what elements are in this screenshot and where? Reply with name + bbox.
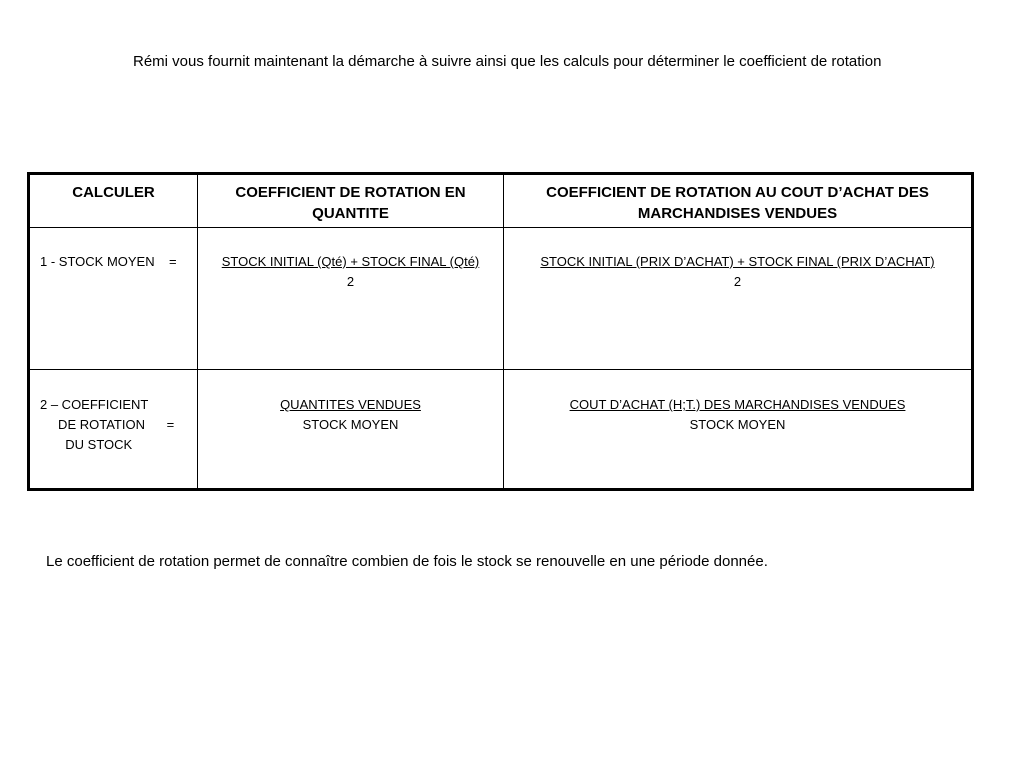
formula-numerator: STOCK INITIAL (Qté) + STOCK FINAL (Qté) xyxy=(221,254,480,269)
quantity-formula-cell xyxy=(198,370,504,490)
rotation-table xyxy=(27,172,974,491)
table-row xyxy=(29,228,973,370)
cost-formula-cell xyxy=(504,228,973,370)
table-row xyxy=(29,370,973,490)
conclusion-paragraph: Le coefficient de rotation permet de connaître combien de fois le stock se renouvelle en une période donnée. xyxy=(46,553,768,570)
formula-denominator: STOCK MOYEN xyxy=(689,417,786,432)
stock-moyen-label: 1 - STOCK MOYEN = xyxy=(40,254,177,269)
intro-paragraph: Rémi vous fournit maintenant la démarche à suivre ainsi que les calculs pour déterminer le coefficient de rotation xyxy=(133,53,882,70)
header-calculer: CALCULER xyxy=(29,174,198,228)
table-header-row xyxy=(29,174,973,228)
coefficient-rotation-label: 2 – COEFFICIENT DE ROTATION = DU STOCK xyxy=(40,397,175,452)
quantity-formula-cell xyxy=(198,228,504,370)
formula-numerator: STOCK INITIAL (PRIX D’ACHAT) + STOCK FINAL (PRIX D’ACHAT) xyxy=(540,254,935,269)
formula-denominator: 2 xyxy=(733,274,742,289)
label-cell xyxy=(29,370,198,490)
label-cell xyxy=(29,228,198,370)
formula-denominator: STOCK MOYEN xyxy=(302,417,399,432)
header-cost-rotation: COEFFICIENT DE ROTATION AU COUT D’ACHAT DES MARCHANDISES VENDUES xyxy=(504,174,973,228)
header-quantity-rotation: COEFFICIENT DE ROTATION EN QUANTITE xyxy=(198,174,504,228)
cost-formula-cell xyxy=(504,370,973,490)
formula-numerator: COUT D’ACHAT (H;T.) DES MARCHANDISES VENDUES xyxy=(569,397,906,412)
formula-denominator: 2 xyxy=(346,274,355,289)
formula-numerator: QUANTITES VENDUES xyxy=(280,397,421,412)
